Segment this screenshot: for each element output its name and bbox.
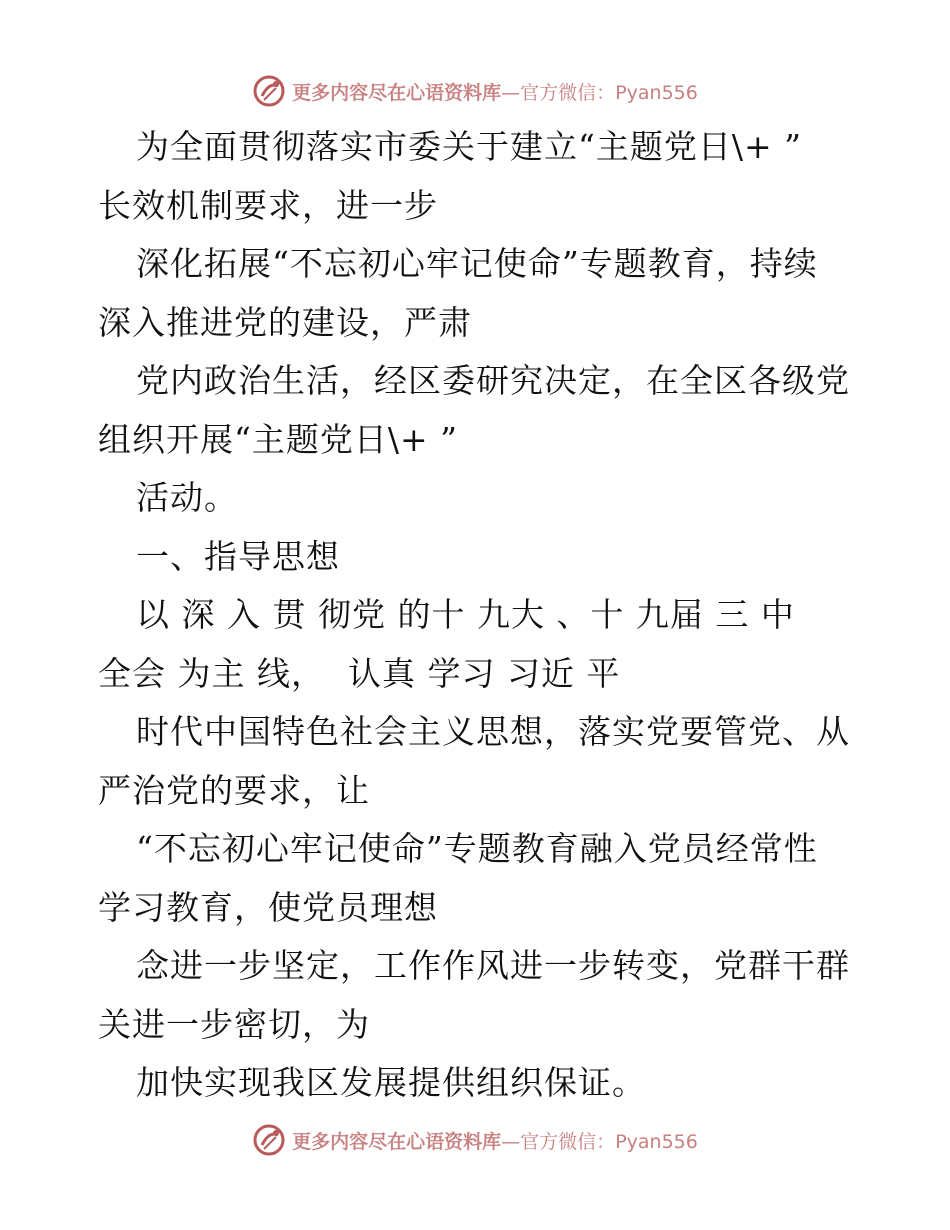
body-line: 以 深 入 贯 彻党 的十 九大 、十 九届 三 中 [136,595,795,634]
body-line: 活动。 [136,478,238,517]
body-line: 念进一步坚定，工作作风进一步转变，党群干群 [136,946,850,985]
brand-logo-icon [252,1123,286,1157]
watermark-separator: — [501,1130,521,1153]
body-line: “不忘初心牢记使命”专题教育融入党员经常性 [136,829,818,868]
body-line: 长效机制要求，进一步 [98,185,438,225]
body-line: 组织开展“主题党日\+ ” [98,419,458,459]
watermark-sub-text: 官方微信： [520,81,616,104]
body-line: 全会 为主 线， 认真 学习 习近 平 [98,653,621,693]
body-line: 时代中国特色社会主义思想，落实党要管党、从 [136,712,850,751]
body-line: 关进一步密切，为 [98,1004,370,1044]
watermark-wechat-id: Pyan556 [615,1130,698,1153]
body-line: 深化拓展“不忘初心牢记使命”专题教育，持续 [136,244,818,283]
watermark-footer [0,1120,950,1160]
watermark-main-text: 更多内容尽在心语资料库 [292,81,502,104]
body-line: 为全面贯彻落实市委关于建立“主题党日\+ ” [136,127,802,166]
document-body [98,118,858,1113]
section-heading: 一、指导思想 [136,536,340,576]
body-line: 严治党的要求，让 [98,770,370,810]
watermark-sub-text: 官方微信： [520,1130,616,1153]
watermark-main-text: 更多内容尽在心语资料库 [292,1130,502,1153]
body-line: 深入推进党的建设，严肃 [98,302,472,342]
brand-logo-icon [252,74,286,108]
watermark-separator: — [501,81,521,104]
watermark-header [0,71,950,111]
body-line: 党内政治生活，经区委研究决定，在全区各级党 [136,361,850,400]
body-line: 学习教育，使党员理想 [98,887,438,927]
watermark-wechat-id: Pyan556 [615,81,698,104]
body-line: 加快实现我区发展提供组织保证。 [136,1063,646,1102]
